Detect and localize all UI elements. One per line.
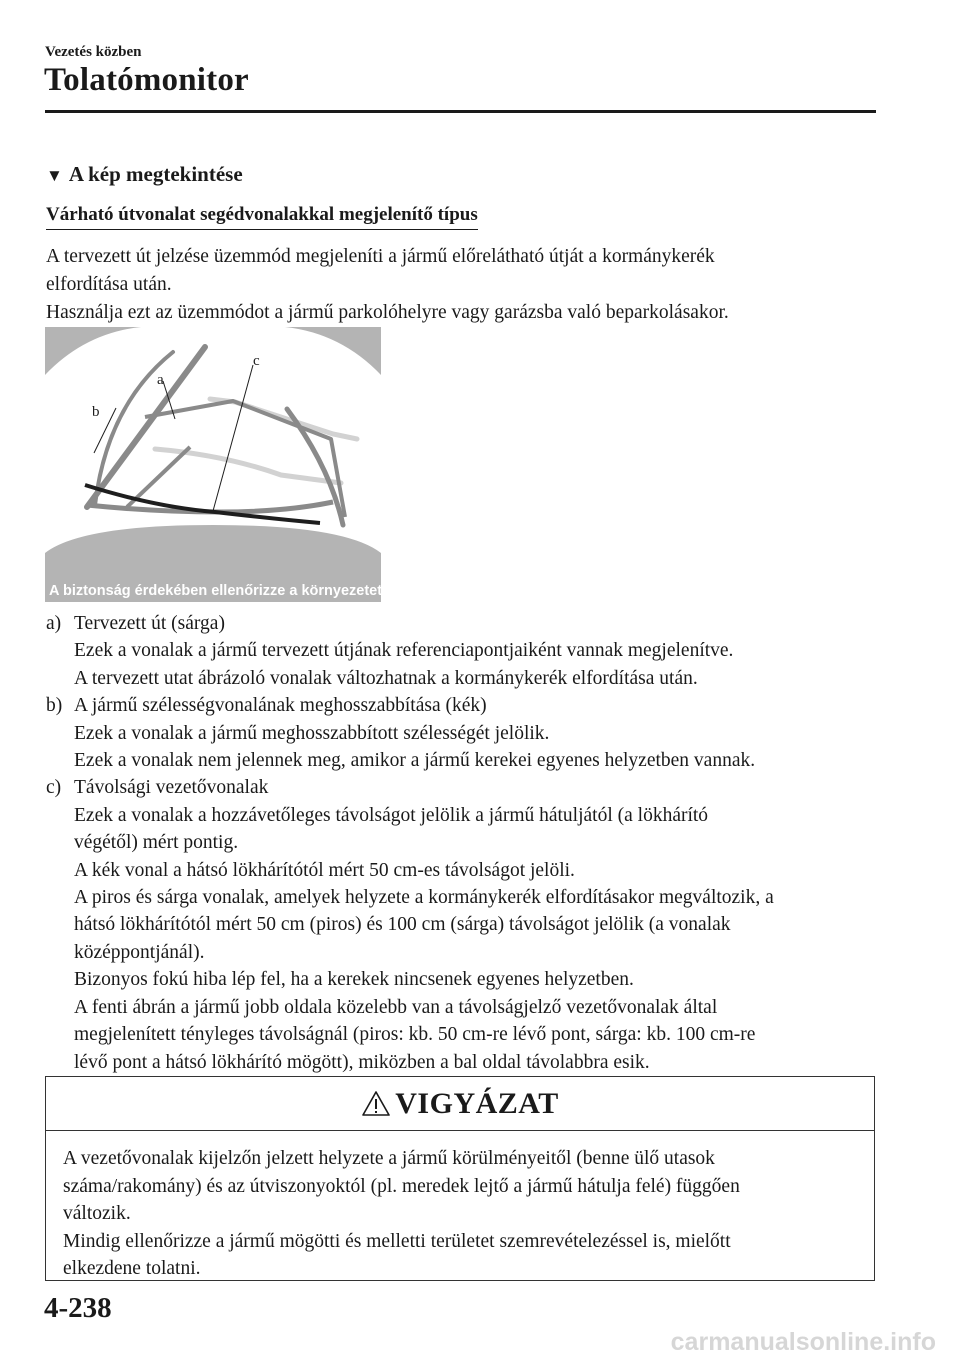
page-number: 4-238 <box>44 1292 112 1324</box>
sub-heading: Várható útvonalat segédvonalakkal megjelenítő típus <box>46 204 478 230</box>
title-divider <box>45 110 876 113</box>
triangle-down-icon: ▼ <box>46 166 63 185</box>
caution-line: A vezetővonalak kijelzőn jelzett helyzete a jármű körülményeitől (benne ülő utasok <box>63 1148 715 1169</box>
caution-box <box>45 1076 875 1281</box>
caution-line: Mindig ellenőrizze a jármű mögötti és melletti területet szemrevételezéssel is, mielőtt <box>63 1230 731 1252</box>
watermark: carmanualsonline.info <box>670 1328 936 1356</box>
legend-item-b <box>46 692 886 719</box>
legend-line: A kék vonal a hátsó lökhárítótól mért 50 cm-es távolságot jelöli. <box>74 859 575 881</box>
rear-camera-figure <box>45 327 381 602</box>
caution-title: VIGYÁZAT <box>395 1086 559 1120</box>
legend-line: A fenti ábrán a jármű jobb oldala közelebb van a távolságjelző vezetővonalak által <box>74 996 718 1018</box>
figure-legend <box>46 610 886 1076</box>
legend-item-a <box>46 610 886 637</box>
section-label: Vezetés közben <box>45 44 142 60</box>
page-title: Tolatómonitor <box>44 62 249 98</box>
caution-header <box>46 1077 874 1131</box>
legend-line: Ezek a vonalak a jármű tervezett útjának referenciapontjaiként vannak megjelenítve. <box>74 640 734 662</box>
legend-line: megjelenített tényleges távolságnál (piros: kb. 50 cm-re lévő pont, sárga: kb. 100 cm-re <box>74 1024 756 1046</box>
label-a: a <box>157 372 164 388</box>
warning-triangle-icon <box>361 1090 391 1117</box>
label-c: c <box>253 353 260 369</box>
legend-key: a) <box>46 613 62 634</box>
legend-line: Ezek a vonalak nem jelennek meg, amikor a jármű kerekei egyenes helyzetben vannak. <box>74 750 756 772</box>
intro-line: elfordítása után. <box>46 274 172 295</box>
legend-line: Ezek a vonalak a hozzávetőleges távolságot jelölik a jármű hátuljától (a lökhárító <box>74 804 709 826</box>
legend-line: végétől) mért pontig. <box>74 832 239 854</box>
intro-paragraph <box>46 243 876 327</box>
caution-line: elkezdene tolatni. <box>63 1258 201 1280</box>
legend-line: hátsó lökhárítótól mért 50 cm (piros) és 100 cm (sárga) távolságot jelölik (a vonalak <box>74 914 731 936</box>
legend-item-c <box>46 774 886 801</box>
caution-line: száma/rakomány) és az útviszonyoktól (pl. meredek lejtő a jármű hátulja felé) függően <box>63 1175 740 1197</box>
rear-camera-screen <box>45 327 381 602</box>
legend-line: Bizonyos fokú hiba lép fel, ha a kerekek nincsenek egyenes helyzetben. <box>74 969 634 991</box>
section-heading-text: A kép megtekintése <box>68 162 243 186</box>
legend-line: Ezek a vonalak a jármű meghosszabbított szélességét jelölik. <box>74 722 550 744</box>
intro-line: A tervezett út jelzése üzemmód megjeleníti a jármű előrelátható útját a kormánykerék <box>46 246 715 267</box>
legend-title: A jármű szélességvonalának meghosszabbítása (kék) <box>74 695 487 717</box>
caution-body <box>46 1131 874 1283</box>
caution-line: változik. <box>63 1203 131 1225</box>
legend-line: lévő pont a hátsó lökhárító mögött), miközben a bal oldal távolabbra esik. <box>74 1051 650 1073</box>
legend-title: Távolsági vezetővonalak <box>74 777 269 799</box>
screen-caption: A biztonság érdekében ellenőrizze a környezetet <box>49 583 381 599</box>
legend-key: c) <box>46 777 62 799</box>
legend-line: A piros és sárga vonalak, amelyek helyzete a kormánykerék elfordításakor megváltozik, a <box>74 887 774 909</box>
legend-line: középpontjánál). <box>74 941 205 963</box>
legend-title: Tervezett út (sárga) <box>74 613 225 634</box>
legend-line: A tervezett utat ábrázoló vonalak változhatnak a kormánykerék elfordítása után. <box>74 667 698 689</box>
legend-key: b) <box>46 695 63 717</box>
label-b: b <box>92 404 100 420</box>
intro-line: Használja ezt az üzemmódot a jármű parkolóhelyre vagy garázsba való beparkolásakor. <box>46 302 729 323</box>
section-heading <box>46 162 243 187</box>
